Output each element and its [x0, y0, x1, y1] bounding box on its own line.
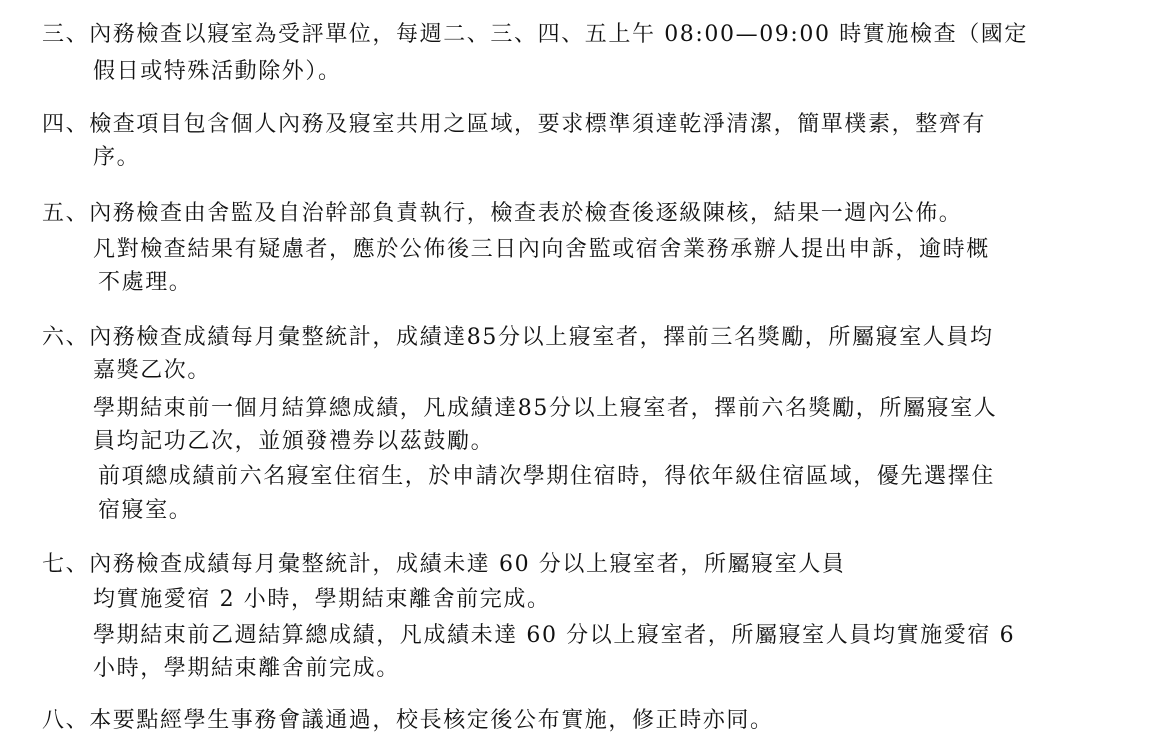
item-6-line-3: 學期結束前一個月結算總成績，凡成績達85分以上寢室者，擇前六名獎勵，所屬寢室人: [93, 396, 998, 421]
item-4-line-2: 序。: [93, 145, 141, 170]
item-5-line-3: 不處理。: [98, 270, 193, 295]
item-6-line-5: 前項總成績前六名寢室住宿生，於申請次學期住宿時，得依年級住宿區域，優先選擇住: [98, 464, 995, 489]
item-8-line-1: 八、本要點經學生事務會議通過，校長核定後公布實施，修正時亦同。: [42, 708, 774, 733]
item-5-line-1: 五、內務檢查由舍監及自治幹部負責執行，檢查表於檢查後逐級陳核，結果一週內公佈。: [42, 201, 963, 226]
item-3-line-1: 三、內務檢查以寢室為受評單位，每週二、三、四、五上午 08:00—09:00 時實施檢查（國定: [42, 22, 1028, 47]
item-7-line-4: 小時，學期結束離舍前完成。: [93, 656, 400, 681]
item-3-line-2: 假日或特殊活動除外）。: [93, 59, 342, 84]
item-7-line-3: 學期結束前乙週結算總成績，凡成績未達 60 分以上寢室者，所屬寢室人員均實施愛宿 6: [93, 623, 1016, 648]
item-5-line-2: 凡對檢查結果有疑慮者，應於公佈後三日內向舍監或宿舍業務承辦人提出申訴，逾時概: [93, 237, 990, 262]
item-6-line-2: 嘉獎乙次。: [93, 358, 212, 383]
item-7-line-1: 七、內務檢查成績每月彙整統計，成績未達 60 分以上寢室者，所屬寢室人員: [42, 552, 846, 577]
item-6-line-6: 宿寢室。: [98, 498, 193, 523]
item-6-line-4: 員均記功乙次，並頒發禮券以茲鼓勵。: [93, 429, 495, 454]
item-4-line-1: 四、檢查項目包含個人內務及寢室共用之區域，要求標準須達乾淨清潔，簡單樸素，整齊有: [42, 112, 987, 137]
item-7-line-2: 均實施愛宿 2 小時，學期結束離舍前完成。: [93, 587, 551, 612]
item-6-line-1: 六、內務檢查成績每月彙整統計，成績達85分以上寢室者，擇前三名獎勵，所屬寢室人員均: [42, 325, 994, 350]
